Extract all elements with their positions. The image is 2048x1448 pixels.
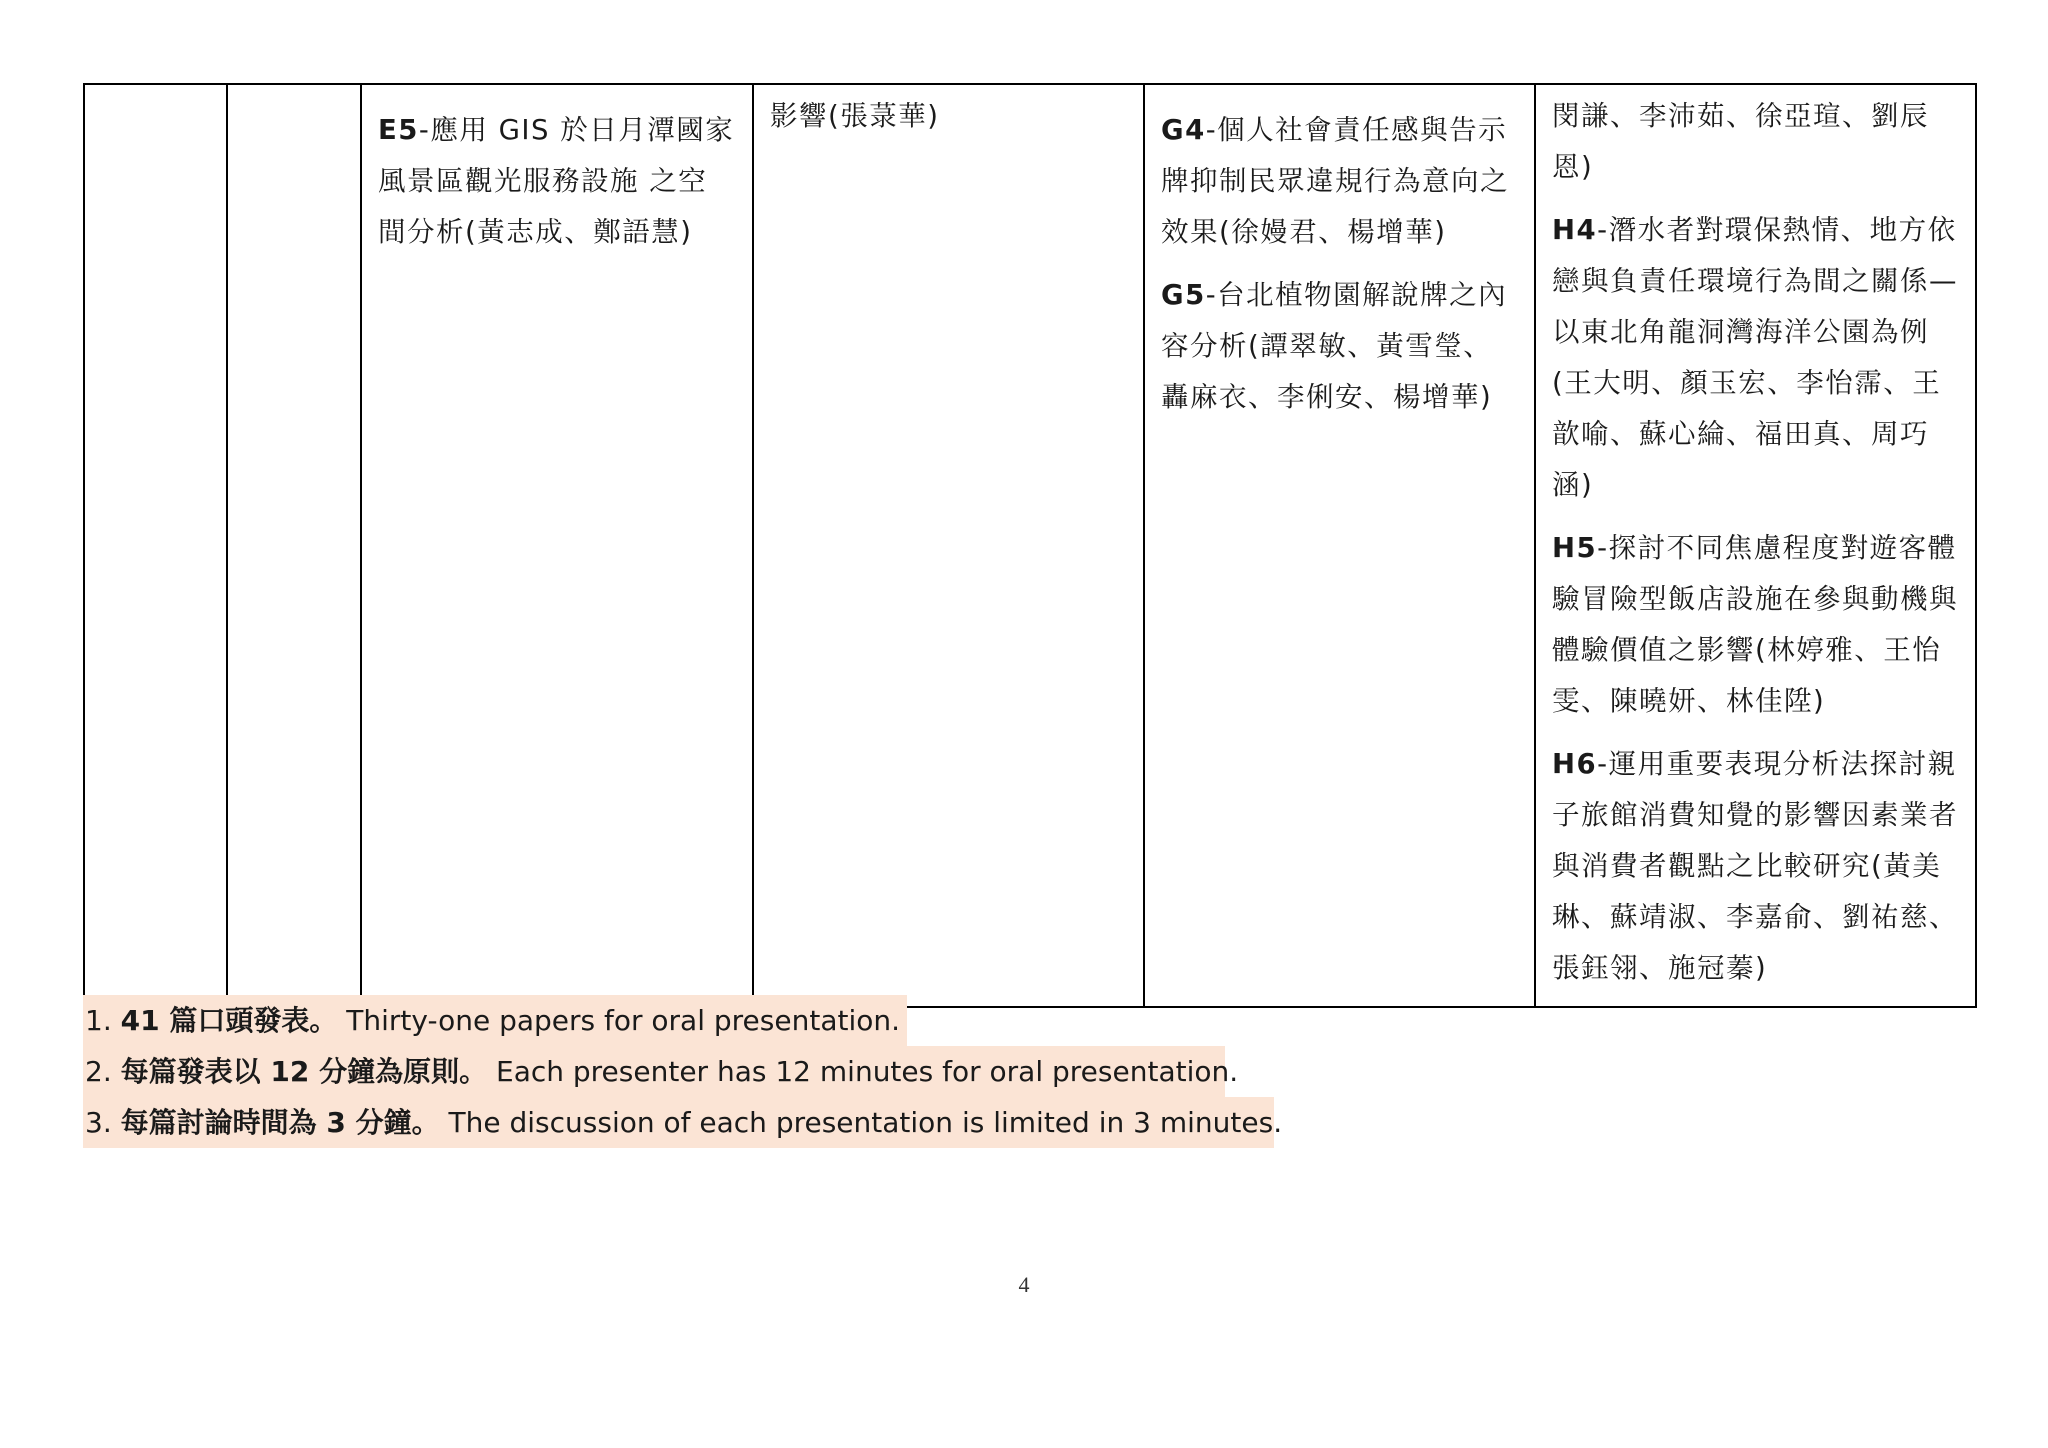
paper-code: G5 xyxy=(1161,279,1206,311)
paper-entry xyxy=(1552,205,1959,511)
table-row xyxy=(84,84,1976,1007)
paper-code: H4 xyxy=(1552,214,1598,246)
note-zh: 每篇討論時間為 3 分鐘。 xyxy=(120,1106,440,1139)
note-number: 3. xyxy=(85,1106,112,1139)
paper-title: 影響(張菉華) xyxy=(770,100,940,132)
paper-entry-continued xyxy=(770,91,1127,142)
note-en: Thirty-one papers for oral presentation. xyxy=(346,1004,901,1037)
paper-entry xyxy=(1552,523,1959,727)
paper-title: -應用 GIS 於日月潭國家風景區觀光服務設施 之空間分析(黃志成、鄭語慧) xyxy=(378,114,735,248)
paper-code: E5 xyxy=(378,114,419,146)
paper-title: -個人社會責任感與告示牌抑制民眾違規行為意向之效果(徐嫚君、楊增華) xyxy=(1161,114,1509,248)
note-zh: 41 篇口頭發表。 xyxy=(120,1004,338,1037)
schedule-table xyxy=(83,83,1977,1008)
paper-entry-continued xyxy=(1552,91,1959,193)
notes-list xyxy=(83,995,1283,1148)
paper-title: -運用重要表現分析法探討親子旅館消費知覺的影響因素業者與消費者觀點之比較研究(黃美琳、蘇靖淑、李嘉俞、劉祐慈、張鈺翎、施冠蓁) xyxy=(1552,748,1958,984)
page-number: 4 xyxy=(1018,1272,1030,1297)
paper-entry xyxy=(1552,739,1959,994)
paper-title: 閔謙、李沛茹、徐亞瑄、劉辰恩) xyxy=(1552,100,1929,183)
paper-code: H5 xyxy=(1552,532,1598,564)
note-en: The discussion of each presentation is limited in 3 minutes. xyxy=(448,1106,1283,1139)
paper-title: -探討不同焦慮程度對遊客體驗冒險型飯店設施在參與動機與體驗價值之影響(林婷雅、王怡雯、陳曉妍、林佳陞) xyxy=(1552,532,1958,717)
empty-cell xyxy=(227,84,361,1007)
paper-code: H6 xyxy=(1552,748,1598,780)
paper-entry xyxy=(1161,105,1518,258)
session-cell-g xyxy=(1144,84,1535,1007)
paper-title: -潛水者對環保熱情、地方依戀與負責任環境行為間之關係—以東北角龍洞灣海洋公園為例(王大明、顏玉宏、李怡霈、王歆喻、蘇心綸、福田真、周巧涵) xyxy=(1552,214,1958,501)
session-cell-e xyxy=(361,84,753,1007)
empty-cell xyxy=(84,84,227,1007)
note-item xyxy=(83,995,907,1046)
session-cell-f xyxy=(753,84,1144,1007)
paper-code: G4 xyxy=(1161,114,1206,146)
paper-entry xyxy=(378,105,736,258)
session-cell-h xyxy=(1535,84,1976,1007)
note-number: 1. xyxy=(85,1004,112,1037)
note-en: Each presenter has 12 minutes for oral presentation. xyxy=(496,1055,1239,1088)
note-item xyxy=(83,1097,1283,1148)
paper-entry xyxy=(1161,270,1518,423)
note-item xyxy=(83,1046,1239,1097)
paper-title: -台北植物園解說牌之內容分析(譚翠敏、黃雪瑩、轟麻衣、李俐安、楊增華) xyxy=(1161,279,1508,413)
note-number: 2. xyxy=(85,1055,112,1088)
note-zh: 每篇發表以 12 分鐘為原則。 xyxy=(120,1055,488,1088)
